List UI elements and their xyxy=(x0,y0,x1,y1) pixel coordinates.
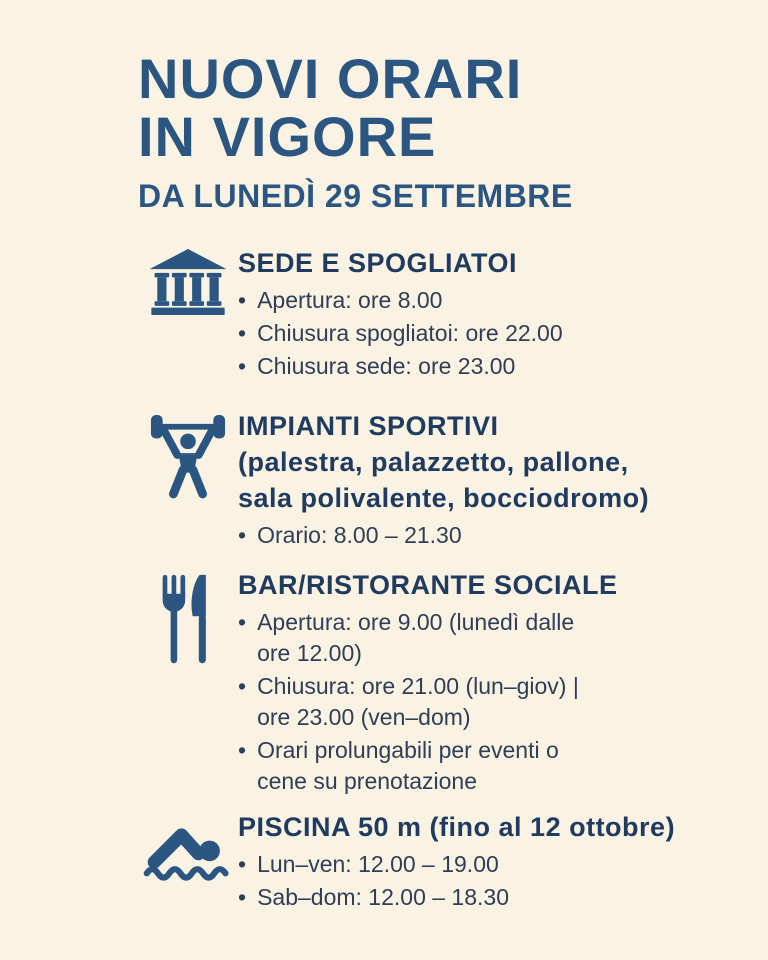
bullet-dot: • xyxy=(238,522,247,548)
section-heading: BAR/RISTORANTE SOCIALE xyxy=(238,570,618,600)
section-heading: IMPIANTI SPORTIVI (palestra, palazzetto, pallone, sala polivalente, bocciodromo) xyxy=(238,411,650,513)
section-content xyxy=(238,809,752,915)
list-item: • Apertura: ore 8.00 xyxy=(238,285,752,316)
fork-knife-icon xyxy=(157,571,219,669)
list-item: • Orari prolungabili per eventi o cene su prenotazione xyxy=(238,735,752,797)
section-icon-cell xyxy=(138,408,238,553)
section-icon-cell xyxy=(138,567,238,799)
list-item: • Chiusura sede: ore 23.00 xyxy=(238,351,752,382)
bullet-dot: • xyxy=(238,737,247,763)
list-item: • Chiusura: ore 21.00 (lun–giov) | ore 23.00 (ven–dom) xyxy=(238,671,752,733)
list-item: • Sab–dom: 12.00 – 18.30 xyxy=(238,882,752,913)
list-item: • Lun–ven: 12.00 – 19.00 xyxy=(238,849,752,880)
section-heading: SEDE E SPOGLIATOI xyxy=(238,248,518,278)
bullet-dot: • xyxy=(238,673,247,699)
bullet-dot: • xyxy=(238,287,247,313)
page-title-line1: NUOVI ORARI xyxy=(138,47,523,110)
section-piscina xyxy=(138,809,752,915)
section-content xyxy=(238,567,752,799)
bullet-dot: • xyxy=(238,353,247,379)
list-item: • Apertura: ore 9.00 (lunedì dalle ore 12.00) xyxy=(238,607,752,669)
section-heading: PISCINA 50 m (fino al 12 ottobre) xyxy=(238,812,676,842)
list-item: • Chiusura spogliatoi: ore 22.00 xyxy=(238,318,752,349)
section-icon-cell xyxy=(138,245,238,384)
bank-icon xyxy=(146,249,230,315)
page-title xyxy=(138,47,752,168)
bullet-dot: • xyxy=(238,851,247,877)
page-subtitle: DA LUNEDÌ 29 SETTEMBRE xyxy=(138,178,573,214)
section-sede-e-spogliatoi xyxy=(138,245,752,384)
list-item: • Orario: 8.00 – 21.30 xyxy=(238,520,752,551)
page-title-line2: IN VIGORE xyxy=(138,105,437,168)
poster-header xyxy=(138,47,752,215)
section-impianti-sportivi xyxy=(138,408,752,553)
bullet-dot: • xyxy=(238,884,247,910)
sections-list xyxy=(138,245,752,915)
weightlifter-icon xyxy=(149,410,227,502)
section-icon-cell xyxy=(138,809,238,915)
swimmer-icon xyxy=(143,815,233,883)
section-content xyxy=(238,245,752,384)
section-bar-ristorante xyxy=(138,567,752,799)
bullet-dot: • xyxy=(238,320,247,346)
section-content xyxy=(238,408,752,553)
bullet-dot: • xyxy=(238,609,247,635)
